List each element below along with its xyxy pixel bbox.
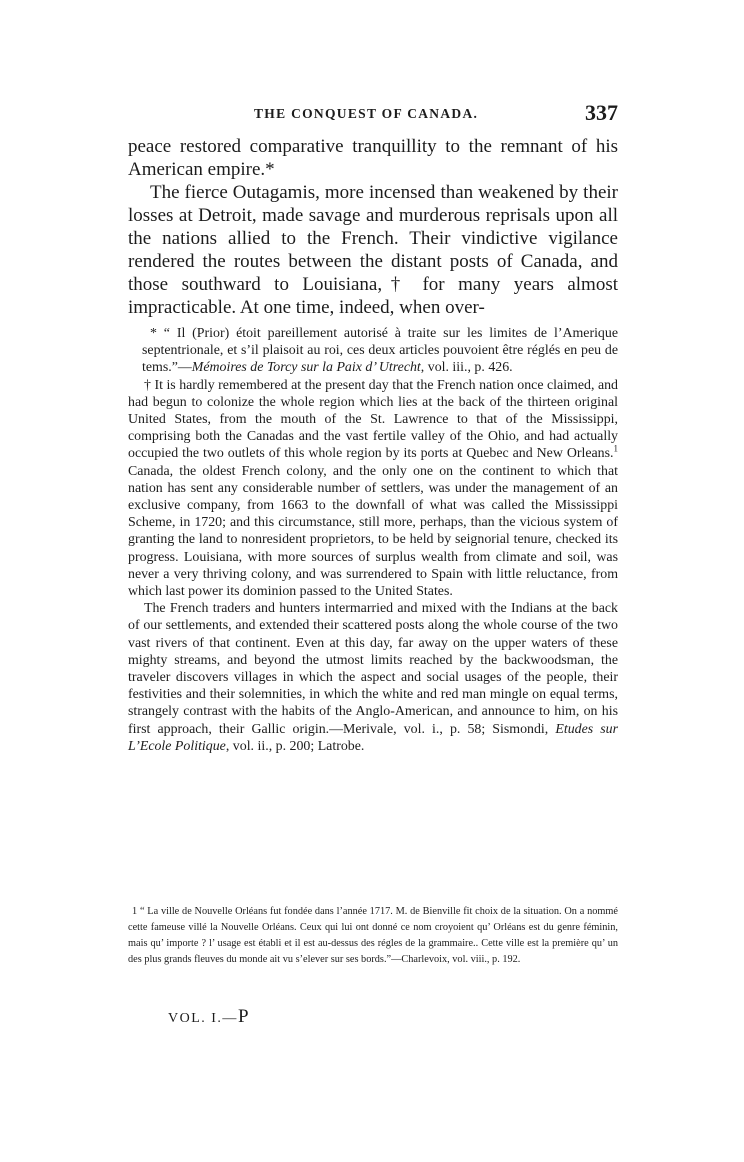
running-title: THE CONQUEST OF CANADA.: [254, 106, 479, 121]
page-number: 337: [585, 100, 618, 125]
footnote-traders-source: Etudes sur L’Ecole Politique: [128, 721, 618, 754]
signature-letter: P: [237, 1006, 251, 1027]
footnote-dagger: [128, 377, 618, 601]
paragraph-1: peace restored comparative tranquillity to the remnant of his American empire.*: [128, 136, 618, 180]
footnote-traders: [128, 600, 618, 755]
subnote: [128, 904, 618, 968]
footnote-dagger-text-b: Canada, the oldest French colony, and the only one on the continent to which that nation has sent any considerable number of settlers, was under the management of an exclusive company, from 1663 to the downfall of what was called the Mississippi Scheme, in 1720; and this circumstance, still more, perhaps, than the vicious system of granting the land to nonresident proprietors, to be held by seignorial tenure, checked its progress. Louisiana, with more sources of surplus wealth from climate and soil, was never a very thriving colony, and was surrendered to Spain with little reluctance, from which last power its dominion passed to the United States.: [128, 463, 618, 600]
signature-mark: [168, 1006, 250, 1028]
running-head: [124, 100, 618, 127]
main-text: [128, 135, 618, 319]
subnote-text: 1 “ La ville de Nouvelle Orléans fut fondée dans l’année 1717. M. de Bienville fit choix de la situation. On a nommé cette fameuse villé la Nouvelle Orléans. Ceux qui lui ont donné ce nom croyoient qu’ Orléans est du genre féminin, mais qu’ importe ? l’ usage est établi et il est au-dessus des régles de la grammaire.. Cette ville est la première qu’ un des plus grands fleuves du monde ait vu s’elever sur ses bords.”—Charlevoix, vol. viii., p. 192.: [128, 906, 618, 965]
footnote-ref-1: 1: [613, 443, 618, 454]
footnote-star-source: Mémoires de Torcy sur la Paix d’ Utrecht: [191, 360, 421, 376]
footnote-traders-tail: , vol. ii., p. 200; Latrobe.: [225, 738, 365, 754]
footnote-dagger-text-a: † It is hardly remembered at the present day that the French nation once claimed, and had begun to colonize the whole region which lies at the back of the thirteen original United States, from the mouth of the St. Lawrence to that of the Mississippi, comprising both the Canadas and the vast fertile valley of the Ohio, and had actually occupied the two outlets of this whole region by its ports at Quebec and New Orleans.: [128, 377, 618, 462]
paragraph-2: The fierce Outagamis, more incensed than weakened by their losses at Detroit, made savage and murderous reprisals upon all the nations allied to the French. Their vindictive vigilance rendered the routes between the distant posts of Canada, and those southward to Louisiana,† for many years almost impracticable. At one time, indeed, when over-: [128, 182, 618, 318]
footnotes: [128, 325, 618, 755]
footnote-star: [142, 325, 618, 377]
footnote-star-text: * “ Il (Prior) étoit pareillement autorisé à traite sur les limites de l’Amerique septentrionale, et s’il plaisoit au roi, ces deux articles pouvoient être réglés en peu de tems.”—: [142, 326, 618, 376]
footnote-traders-text: The French traders and hunters intermarried and mixed with the Indians at the back of our settlements, and extended their scattered posts along the whole course of the two vast rivers of that continent. Even at this day, far away on the upper waters of these mighty streams, and beyond the utmost limits reached by the backwoodsman, the traveler discovers villages in which the aspect and social usages of the people, their festivities and their solemnities, in which the white and red man mingle on equal terms, strangely contrast with the habits of the Anglo-American, and announce to him, on his first approach, their Gallic origin.—Merivale, vol. i., p. 58; Sismondi,: [128, 601, 618, 737]
footnote-star-tail: , vol. iii., p. 426.: [420, 360, 513, 376]
signature-vol: VOL. I.—: [168, 1011, 238, 1026]
